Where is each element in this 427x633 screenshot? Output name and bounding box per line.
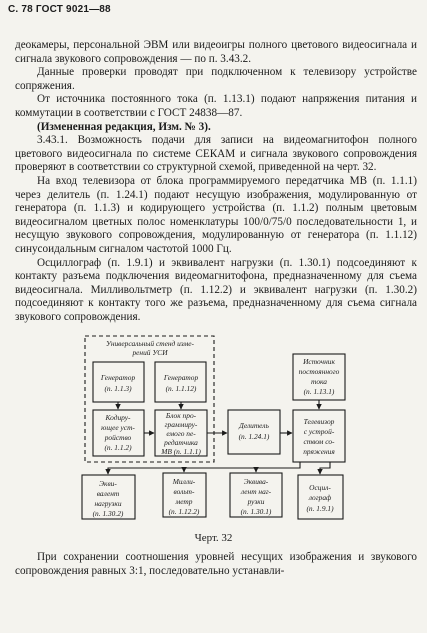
body-text-bottom	[15, 551, 417, 578]
svg-text:(п. 1.30.1): (п. 1.30.1)	[240, 507, 272, 516]
coder-label	[101, 413, 135, 452]
svg-text:(п. 1.9.1): (п. 1.9.1)	[306, 504, 334, 513]
svg-text:нагрузки: нагрузки	[94, 499, 122, 508]
paragraph: Данные проверки проводят при подключенном к телевизору устройстве сопряжения.	[15, 66, 417, 92]
figure-caption: Черт. 32	[194, 532, 233, 544]
svg-text:(п. 1.12.2): (п. 1.12.2)	[168, 507, 200, 516]
svg-text:тока: тока	[310, 377, 328, 386]
svg-text:Генератор: Генератор	[100, 373, 136, 382]
load2-label	[93, 479, 124, 518]
svg-text:Блок про-: Блок про-	[165, 411, 197, 420]
svg-text:пряжения: пряжения	[303, 447, 335, 456]
svg-text:Осцил-: Осцил-	[309, 483, 331, 492]
svg-text:валент: валент	[96, 489, 120, 498]
svg-text:(п. 1.1.3): (п. 1.1.3)	[104, 384, 132, 393]
paragraph: Осциллограф (п. 1.9.1) и эквивалент нагрузки (п. 1.30.1) подсоединяют к контакту разъема подключения видеомагнитофона, предназначенному для съема видеосигнала. Милливольтметр (п. 1.12.2) и эквивалент нагрузки (п. 1.30.2) подсоединяют к контакту того же разъема, предназначенному для съема сигнала звукового сопровождения.	[15, 256, 417, 323]
svg-text:Милли-: Милли-	[172, 477, 196, 486]
paragraph: 3.43.1. Возможность подачи для записи на видеомагнитофон полного цветового видеосигнала по системе СЕКАМ и сигнала звукового сопровождения проверяют в соответствии со структурной схемой, приведенной на черт. 32.	[15, 134, 417, 174]
svg-text:Экви-: Экви-	[99, 479, 117, 488]
svg-text:постоянного: постоянного	[298, 367, 340, 376]
generator-1-label	[100, 373, 136, 393]
generator-2-box	[155, 362, 206, 402]
svg-text:ройство: ройство	[104, 433, 132, 442]
amendment-note: (Измененная редакция, Изм. № 3).	[37, 120, 211, 133]
generator-2-label	[163, 373, 199, 393]
page-header: С. 78 ГОСТ 9021—88	[8, 4, 111, 15]
svg-text:Телевизор: Телевизор	[303, 417, 335, 426]
divider-label	[238, 421, 270, 441]
svg-text:(п. 1.30.2): (п. 1.30.2)	[92, 509, 124, 518]
svg-text:Кодиру-: Кодиру-	[105, 413, 131, 422]
svg-text:граммиру-: граммиру-	[164, 420, 198, 429]
paragraph: При сохранении соотношения уровней несущих изображения и звукового сопровождения равных 3:1, последовательно устанавли-	[15, 551, 417, 577]
svg-text:МВ (п. 1.1.1): МВ (п. 1.1.1)	[161, 447, 201, 456]
generator-1-box	[93, 362, 144, 402]
svg-text:Генератор: Генератор	[163, 373, 199, 382]
svg-text:метр: метр	[175, 497, 193, 506]
svg-text:(п. 1.13.1): (п. 1.13.1)	[303, 387, 335, 396]
svg-text:ющее уст-: ющее уст-	[101, 423, 135, 432]
svg-text:рузки: рузки	[247, 497, 265, 506]
osc-label	[306, 483, 334, 513]
svg-text:(п. 1.1.12): (п. 1.1.12)	[165, 384, 197, 393]
paragraph: От источника постоянного тока (п. 1.13.1) подают напряжения питания и коммутации в соответствии с ГОСТ 24838—87.	[15, 93, 417, 119]
paragraph: деокамеры, персональной ЭВМ или видеоигры полного цветового видеосигнала и сигнала звукового сопровождения — по п. 3.43.2.	[15, 39, 417, 65]
svg-text:ством со-: ством со-	[303, 437, 335, 446]
paragraph: На вход телевизора от блока программируемого передатчика МВ (п. 1.1.1) через делитель (п. 1.24.1) подают несущую изображения, модулированную от генератора (п. 1.1.3) и кодирующего устройства (п. 1.1.2) полным цветовым видеосигналом цветных полос номенклатуры 100/0/75/0 последовательности 1, и несущую звукового сопровождения, модулированную от генератора (п. 1.1.12) синусоидальным сигналом частотой 1000 Гц.	[15, 174, 417, 255]
transmitter-label	[160, 411, 201, 456]
usi-title-line1: Универсальный стенд изме-	[106, 339, 194, 348]
mv-label	[169, 477, 200, 516]
svg-text:вольт-: вольт-	[173, 487, 195, 496]
source-label	[299, 357, 340, 396]
svg-text:(п. 1.24.1): (п. 1.24.1)	[238, 432, 270, 441]
svg-text:редатчика: редатчика	[164, 438, 198, 447]
svg-text:Делитель: Делитель	[239, 421, 269, 430]
svg-text:лограф: лограф	[308, 493, 332, 502]
svg-text:(п. 1.1.2): (п. 1.1.2)	[104, 443, 132, 452]
svg-text:лент наг-: лент наг-	[240, 487, 272, 496]
svg-text:с устрой-: с устрой-	[303, 427, 335, 436]
svg-text:Источник: Источник	[303, 357, 335, 366]
svg-text:Эквива-: Эквива-	[243, 477, 269, 486]
svg-text:емого пе-: емого пе-	[166, 429, 196, 438]
usi-title-line2: рений УСИ	[132, 348, 168, 357]
load1-label	[240, 477, 272, 516]
tv-label	[303, 417, 335, 456]
